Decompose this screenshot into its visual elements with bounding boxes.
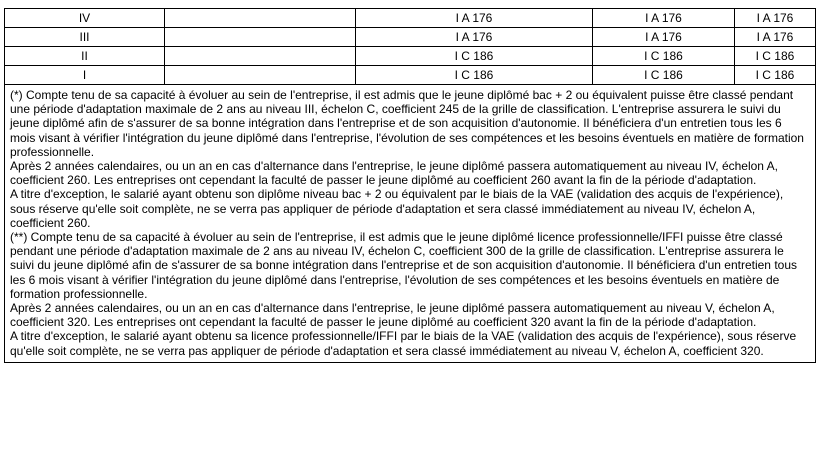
footnote-paragraph: A titre d'exception, le salarié ayant obtenu son diplôme niveau bac + 2 ou équivalent par le biais de la VAE (validation des acquis de l'expérience), sous réserve qu'elle soit complète, ne se verra pas appliquer de période d'adaptation et sera classé immédiatement au niveau IV, échelon A, coefficient 260. bbox=[10, 187, 784, 230]
table-cell bbox=[165, 47, 356, 66]
footnote-paragraph: Après 2 années calendaires, ou un an en cas d'alternance dans l'entreprise, le jeune diplômé passera automatiquement au niveau IV, échelon A, coefficient 260. Les entreprises ont cependant la faculté de passer le jeune diplômé au coefficient 260 avant la fin de la période d'adaptation. bbox=[10, 159, 778, 188]
table-cell: I A 176 bbox=[593, 9, 735, 28]
table-cell: I A 176 bbox=[356, 9, 593, 28]
document-page bbox=[4, 8, 810, 363]
table-cell: I C 186 bbox=[356, 47, 593, 66]
table-cell: I C 186 bbox=[356, 66, 593, 85]
level-cell: II bbox=[5, 47, 165, 66]
table-cell bbox=[165, 9, 356, 28]
classification-table bbox=[4, 8, 816, 363]
footnote-paragraph: (*) Compte tenu de sa capacité à évoluer au sein de l'entreprise, il est admis que le jeune diplômé bac + 2 ou équivalent puisse être classé pendant une période d'adaptation maximale de 2 ans au niveau III, échelon C, coefficient 245 de la grille de classification. L'entreprise assurera le suivi du jeune diplômé afin de s'assurer de sa bonne intégration dans l'entreprise et de son acquisition d'autonomie. Il bénéficiera d'un entretien tous les 6 mois visant à vérifier l'intégration du jeune diplômé dans l'entreprise, l'évolution de ses compétences et les besoins éventuels en matière de formation professionnelle. bbox=[10, 88, 804, 159]
table-cell: I C 186 bbox=[735, 66, 816, 85]
table-cell: I C 186 bbox=[593, 47, 735, 66]
table-cell: I A 176 bbox=[356, 28, 593, 47]
level-cell: IV bbox=[5, 9, 165, 28]
table-cell: I C 186 bbox=[593, 66, 735, 85]
table-row bbox=[5, 28, 816, 47]
table-cell bbox=[165, 66, 356, 85]
footnotes-cell bbox=[5, 85, 816, 363]
footnote-paragraph: (**) Compte tenu de sa capacité à évoluer au sein de l'entreprise, il est admis que le jeune diplômé licence professionnelle/IFFI puisse être classé pendant une période d'adaptation maximale de 2 ans au niveau IV, échelon C, coefficient 300 de la grille de classification. L'entreprise assurera le suivi du jeune diplômé afin de s'assurer de sa bonne intégration dans l'entreprise et de son acquisition d'autonomie. Il bénéficiera d'un entretien tous les 6 mois visant à vérifier l'intégration du jeune diplômé dans l'entreprise, l'évolution de ses compétences et les besoins éventuels en matière de formation professionnelle. bbox=[10, 230, 797, 301]
table-cell: I A 176 bbox=[735, 9, 816, 28]
footnote-paragraph: Après 2 années calendaires, ou un an en cas d'alternance dans l'entreprise, le jeune diplômé passera automatiquement au niveau V, échelon A, coefficient 320. Les entreprises ont cependant la faculté de passer le jeune diplômé au coefficient 320 avant la fin de la période d'adaptation. bbox=[10, 301, 775, 330]
footnote-paragraph: A titre d'exception, le salarié ayant obtenu sa licence professionnelle/IFFI par le biais de la VAE (validation des acquis de l'expérience), sous réserve qu'elle soit complète, ne se verra pas appliquer de période d'adaptation et sera classé immédiatement au niveau V, échelon A, coefficient 320. bbox=[10, 329, 797, 358]
table-row bbox=[5, 66, 816, 85]
table-row bbox=[5, 47, 816, 66]
table-cell bbox=[165, 28, 356, 47]
level-cell: III bbox=[5, 28, 165, 47]
table-cell: I C 186 bbox=[735, 47, 816, 66]
table-cell: I A 176 bbox=[593, 28, 735, 47]
table-cell: I A 176 bbox=[735, 28, 816, 47]
footnotes-row bbox=[5, 85, 816, 363]
table-row bbox=[5, 9, 816, 28]
level-cell: I bbox=[5, 66, 165, 85]
